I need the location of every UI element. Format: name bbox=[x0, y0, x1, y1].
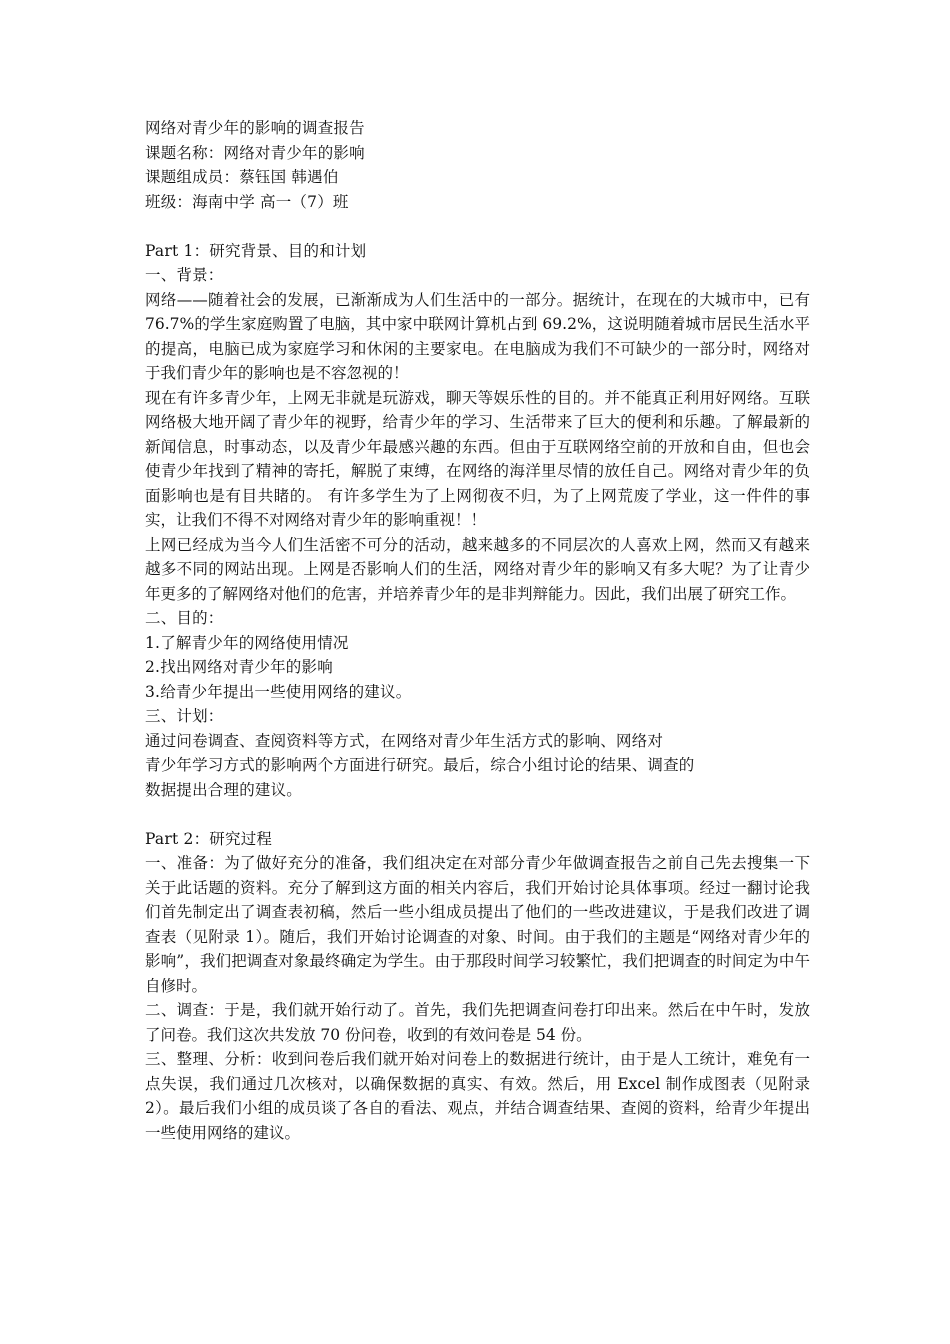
topic-line: 课题名称：网络对青少年的影响 bbox=[145, 143, 365, 162]
purpose-item: 3.给青少年提出一些使用网络的建议。 bbox=[145, 682, 412, 701]
background-heading: 一、背景： bbox=[145, 266, 224, 284]
members-line: 课题组成员：蔡钰国 韩遇伯 bbox=[145, 168, 339, 186]
document-body bbox=[145, 116, 810, 1145]
background-paragraph: 现在有许多青少年，上网无非就是玩游戏，聊天等娱乐性的目的。并不能真正利用好网络。互联网络极大地开阔了青少年的视野，给青少年的学习、生活带来了巨大的便利和乐趣。了解最新的新闻信息，时事动态，以及青少年最感兴趣的东西。但由于互联网络空前的开放和自由，但也会使青少年找到了精神的寄托，解脱了束缚，在网络的海洋里尽情的放任自己。网络对青少年的负面影响也是有目共睹的。 有许多学生为了上网彻夜不归，为了上网荒废了学业，这一件件的事实，让我们不得不对网络对青少年的影响重视！！ bbox=[145, 388, 810, 529]
plan-line: 通过问卷调查、查阅资料等方式，在网络对青少年生活方式的影响、网络对 bbox=[145, 731, 664, 750]
process-paragraph: 一、准备：为了做好充分的准备，我们组决定在对部分青少年做调查报告之前自己先去搜集一下关于此话题的资料。充分了解到这方面的相关内容后，我们开始讨论具体事项。经过一翻讨论我们首先制定出了调查表初稿，然后一些小组成员提出了他们的一些改进建议，于是我们改进了调查表（见附录 1）。随后，我们开始讨论调查的对象、时间。由于我们的主题是“网络对青少年的影响”，我们把调查对象最终确定为学生。由于那段时间学习较繁忙，我们把调查的时间定为中午自修时。 bbox=[145, 854, 810, 995]
purpose-item: 1.了解青少年的网络使用情况 bbox=[145, 633, 349, 652]
plan-line: 青少年学习方式的影响两个方面进行研究。最后，综合小组讨论的结果、调查的 bbox=[145, 756, 695, 774]
purpose-item: 2.找出网络对青少年的影响 bbox=[145, 658, 333, 676]
spacer bbox=[145, 214, 810, 239]
process-paragraph: 二、调查：于是，我们就开始行动了。首先，我们先把调查问卷打印出来。然后在中午时，发放了问卷。我们这次共发放 70 份问卷，收到的有效问卷是 54 份。 bbox=[145, 1001, 810, 1044]
class-line: 班级：海南中学 高一（7）班 bbox=[145, 192, 349, 211]
part2-heading: Part 2：研究过程 bbox=[145, 829, 273, 848]
purpose-heading: 二、目的： bbox=[145, 609, 224, 627]
plan-line: 数据提出合理的建议。 bbox=[145, 780, 303, 799]
background-paragraph: 网络——随着社会的发展，已渐渐成为人们生活中的一部分。据统计，在现在的大城市中，已有 76.7%的学生家庭购置了电脑，其中家中联网计算机占到 69.2%，这说明随着城市居民生活水平的提高，电脑已成为家庭学习和休闲的主要家电。在电脑成为我们不可缺少的一部分时，网络对于我们青少年的影响也是不容忽视的！ bbox=[145, 290, 810, 382]
background-paragraph: 上网已经成为当今人们生活密不可分的活动，越来越多的不同层次的人喜欢上网，然而又有越来越多不同的网站出现。上网是否影响人们的生活，网络对青少年的影响又有多大呢？为了让青少年更多的了解网络对他们的危害，并培养青少年的是非判辩能力。因此，我们出展了研究工作。 bbox=[145, 535, 810, 603]
plan-heading: 三、计划： bbox=[145, 707, 224, 725]
spacer bbox=[145, 802, 810, 827]
process-paragraph: 三、整理、分析：收到问卷后我们就开始对问卷上的数据进行统计，由于是人工统计，难免有一点失误，我们通过几次核对，以确保数据的真实、有效。然后，用 Excel 制作成图表（见附录 2）。最后我们小组的成员谈了各自的看法、观点，并结合调查结果、查阅的资料，给青少年提出一些使用网络的建议。 bbox=[145, 1050, 810, 1142]
report-title: 网络对青少年的影响的调查报告 bbox=[145, 119, 365, 137]
part1-heading: Part 1：研究背景、目的和计划 bbox=[145, 241, 367, 260]
